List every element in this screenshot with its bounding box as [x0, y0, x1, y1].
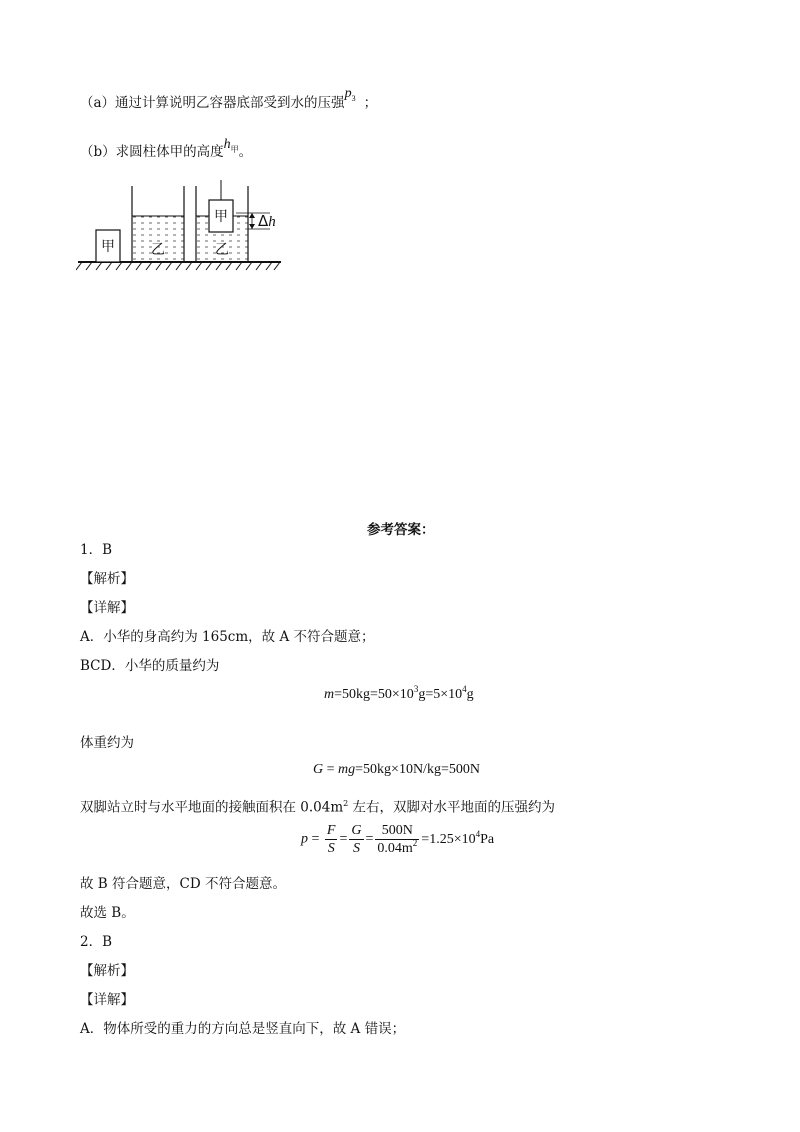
part-b-text: （b）求圆柱体甲的高度	[80, 144, 224, 160]
q1-line-a: A．小华的身高约为 165cm，故 A 不符合题意；	[80, 629, 375, 645]
pressure-symbol: $p_3$	[344, 86, 356, 103]
q1-answer: 1．B	[80, 542, 113, 558]
q1-line-bcd: BCD．小华的质量约为	[80, 658, 220, 674]
container-diagram	[76, 178, 286, 278]
height-symbol: $h_甲$	[223, 137, 239, 154]
equation-pressure: p = $\frac{F}{S}$ = $\frac{G}{S}$ = $\frac{500N}{0.04m^2}$ $=1.25\times 10^4Pa$	[301, 823, 495, 856]
part-a-text: （a）通过计算说明乙容器底部受到水的压强	[80, 95, 345, 111]
q2-detail-tag: 【详解】	[80, 992, 134, 1008]
q1-analysis-tag: 【解析】	[80, 571, 134, 587]
q2-answer: 2．B	[80, 934, 113, 950]
part-a-suffix: ；	[363, 95, 378, 111]
question-part-b	[80, 137, 253, 167]
question-part-a	[80, 86, 378, 118]
delta-h-label: Δh	[258, 212, 276, 230]
q2-line-a: A．物体所受的重力的方向总是竖直向下，故 A 错误；	[80, 1021, 406, 1037]
label-jia: 甲	[101, 239, 115, 255]
q1-choice: 故选 B。	[80, 905, 135, 921]
q1-detail-tag: 【详解】	[80, 600, 134, 616]
label-yi-left: 乙	[151, 242, 165, 258]
ground-hatching	[76, 262, 280, 270]
equation-weight: G = mg=50kg×10N/kg=500N	[313, 762, 480, 777]
answers-heading: 参考答案：	[367, 522, 435, 538]
label-jia-submerged: 甲	[214, 209, 228, 225]
equation-mass: $m=50kg=50\times 10^3g=5\times 10^4g$	[324, 684, 474, 702]
q2-analysis-tag: 【解析】	[80, 963, 134, 979]
part-b-suffix: 。	[238, 144, 253, 160]
q1-area-line: 双脚站立时与水平地面的接触面积在 $0.04m^2$ 左右，双脚对水平地面的压强约为	[80, 799, 556, 816]
label-yi-right: 乙	[215, 242, 229, 258]
q1-conclusion: 故 B 符合题意，CD 不符合题意。	[80, 876, 286, 892]
q1-weight-intro: 体重约为	[80, 735, 134, 751]
